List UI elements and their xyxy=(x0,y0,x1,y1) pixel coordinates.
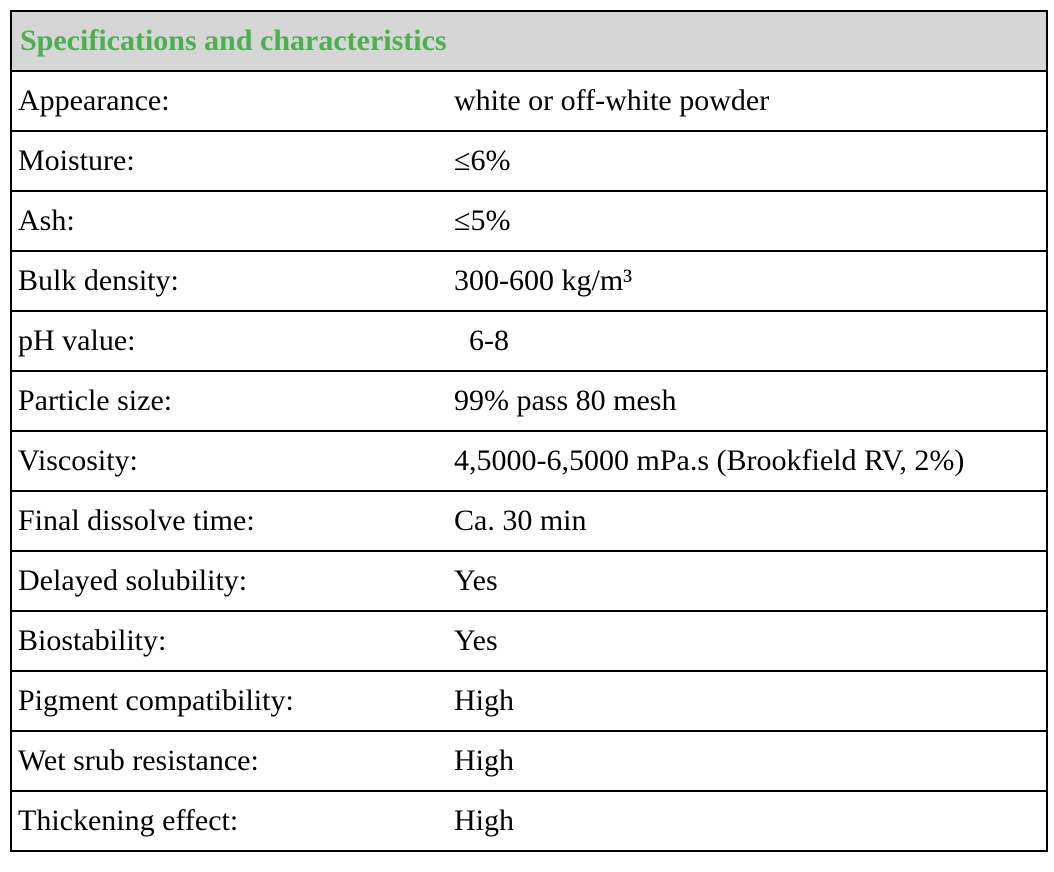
table-title: Specifications and characteristics xyxy=(11,11,1047,71)
row-label: Bulk density: xyxy=(11,251,448,311)
row-label: Delayed solubility: xyxy=(11,551,448,611)
row-value: Yes xyxy=(448,551,1047,611)
row-label: Biostability: xyxy=(11,611,448,671)
row-value: white or off-white powder xyxy=(448,71,1047,131)
table-row xyxy=(11,71,1047,131)
row-value: High xyxy=(448,671,1047,731)
row-label: pH value: xyxy=(11,311,448,371)
row-value: Yes xyxy=(448,611,1047,671)
table-row xyxy=(11,371,1047,431)
table-row xyxy=(11,491,1047,551)
table-row xyxy=(11,431,1047,491)
table-row xyxy=(11,251,1047,311)
row-label: Viscosity: xyxy=(11,431,448,491)
row-value: 6-8 xyxy=(448,311,1047,371)
row-value: 4,5000-6,5000 mPa.s (Brookfield RV, 2%) xyxy=(448,431,1047,491)
table-row xyxy=(11,131,1047,191)
row-value: 99% pass 80 mesh xyxy=(448,371,1047,431)
row-value: ≤5% xyxy=(448,191,1047,251)
row-label: Appearance: xyxy=(11,71,448,131)
row-label: Pigment compatibility: xyxy=(11,671,448,731)
specifications-table xyxy=(10,10,1048,852)
row-value: Ca. 30 min xyxy=(448,491,1047,551)
row-value: ≤6% xyxy=(448,131,1047,191)
row-label: Final dissolve time: xyxy=(11,491,448,551)
table-header-row xyxy=(11,11,1047,71)
table-row xyxy=(11,731,1047,791)
row-value: 300-600 kg/m³ xyxy=(448,251,1047,311)
row-label: Particle size: xyxy=(11,371,448,431)
row-value: High xyxy=(448,731,1047,791)
table-row xyxy=(11,191,1047,251)
table-row xyxy=(11,611,1047,671)
row-value: High xyxy=(448,791,1047,851)
table-row xyxy=(11,671,1047,731)
table-row xyxy=(11,791,1047,851)
row-label: Moisture: xyxy=(11,131,448,191)
row-label: Ash: xyxy=(11,191,448,251)
table-row xyxy=(11,311,1047,371)
table-row xyxy=(11,551,1047,611)
row-label: Thickening effect: xyxy=(11,791,448,851)
row-label: Wet srub resistance: xyxy=(11,731,448,791)
